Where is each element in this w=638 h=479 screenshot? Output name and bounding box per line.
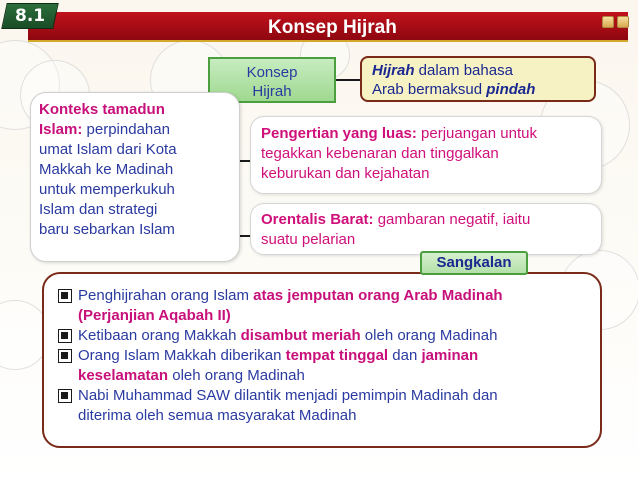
title-bar <box>28 12 628 42</box>
connector-line <box>336 79 360 81</box>
checkbox-bullet-icon <box>58 289 72 303</box>
ref-text: diterima oleh semua masyarakat Madinah <box>78 407 357 424</box>
page-title: Konsep Hijrah <box>268 17 397 38</box>
ref-text: oleh orang Madinah <box>168 367 305 384</box>
orientalist-label: Orentalis Barat: <box>261 211 374 228</box>
broad-definition-line: keburukan dan kejahatan <box>261 165 430 182</box>
ref-text: dan <box>388 347 422 364</box>
references-box <box>42 272 602 448</box>
context-line: untuk memperkukuh <box>39 181 175 198</box>
context-line: Islam dan strategi <box>39 201 158 218</box>
ref-text: Ketibaan orang Makkah <box>78 327 241 344</box>
ref-text: oleh orang Madinah <box>360 327 498 344</box>
list-item <box>58 346 590 386</box>
list-item <box>58 286 590 326</box>
context-heading: Konteks tamadun <box>39 101 165 118</box>
meaning-term: Hijrah <box>372 62 415 79</box>
broad-definition-text: perjuangan untuk <box>416 125 537 142</box>
orientalist-line: suatu pelarian <box>261 231 356 248</box>
ref-bold: disambut meriah <box>240 327 361 344</box>
orientalist-box <box>250 203 602 255</box>
checkbox-bullet-icon <box>58 349 72 363</box>
context-line: baru sebarkan Islam <box>39 221 175 238</box>
ref-bold: tempat tinggal <box>285 347 389 364</box>
checkbox-bullet-icon <box>58 389 72 403</box>
broad-definition-line: tegakkan kebenaran dan tinggalkan <box>261 145 499 162</box>
context-line: Makkah ke Madinah <box>39 161 174 178</box>
ref-text: Penghijrahan orang Islam <box>78 287 254 304</box>
meaning-box <box>360 56 596 102</box>
ref-text: Nabi Muhammad SAW dilantik menjadi pemimpin Madinah dan <box>78 387 498 404</box>
section-number: 8.1 <box>14 6 46 26</box>
meaning-keyword: pindah <box>486 81 536 98</box>
checkbox-bullet-icon <box>58 329 72 343</box>
list-item <box>58 326 590 346</box>
concept-line-1: Konsep <box>246 64 298 81</box>
meaning-text-2: Arab bermaksud <box>372 81 487 98</box>
broad-definition-label: Pengertian yang luas: <box>261 125 417 142</box>
references-tag: Sangkalan <box>420 251 528 275</box>
ref-bold: (Perjanjian Aqabah II) <box>78 307 231 324</box>
ref-bold: atas jemputan orang Arab Madinah <box>253 287 503 304</box>
section-number-badge <box>1 3 59 29</box>
concept-line-2: Hijrah <box>252 83 292 100</box>
context-label: Islam: <box>39 121 83 138</box>
list-item <box>58 386 590 426</box>
broad-definition-box <box>250 116 602 194</box>
ref-bold: jaminan <box>421 347 479 364</box>
ref-text: Orang Islam Makkah diberikan <box>78 347 286 364</box>
meaning-text-1: dalam bahasa <box>414 62 513 79</box>
window-button-icon[interactable] <box>617 16 629 28</box>
context-text: perpindahan <box>82 121 170 138</box>
ref-bold: keselamatan <box>78 367 169 384</box>
context-box <box>30 92 240 262</box>
window-button-icon[interactable] <box>602 16 614 28</box>
orientalist-text: gambaran negatif, iaitu <box>373 211 531 228</box>
context-line: umat Islam dari Kota <box>39 141 177 158</box>
